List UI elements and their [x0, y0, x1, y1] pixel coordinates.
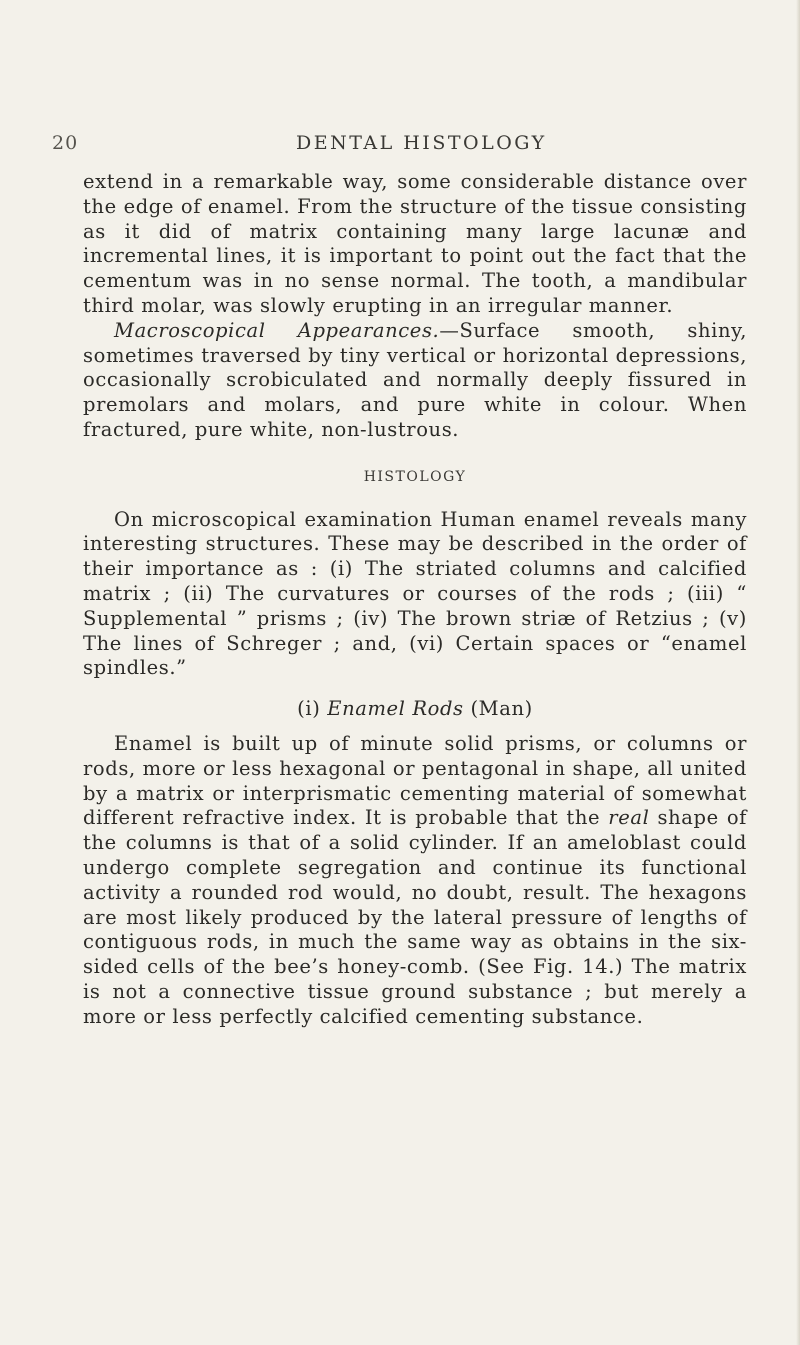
macroscopical-text: —Surface smooth, shiny, sometimes traversed by tiny vertical or horizontal depressions, occasionally scrobiculated and normally deeply fissured in premolars and molars, and pure white in colour. When fractured, pure white, non-lustrous.	[83, 318, 747, 441]
paragraph-cementum: extend in a remarkable way, some considerable distance over the edge of enamel. From the structure of the tissue consisting as it did of matrix containing many large lacunæ and incremental lines, it is important to point out the fact that the cementum was in no sense normal. The tooth, a mandibular third molar, was slowly erupting in an irregular manner.	[83, 170, 747, 317]
paragraph-microscopical: On microscopical examination Human enamel reveals many interesting structures. These may be described in the order of their importance as : (i) The striated columns and calcified matrix ; (ii) The curvatures or courses of the rods ; (iii) “ Supplemental ” prisms ; (iv) The brown striæ of Retzius ; (v) The lines of Schreger ; and, (vi) Certain spaces or “enamel spindles.”	[83, 507, 747, 680]
enamel-rods-text-1: Enamel is built up of minute solid prisms, or columns or rods, more or less hexagonal or pentagonal in shape, all united by a matrix or interprismatic cementing material of somewhat different refractive index. It is probable that the	[83, 731, 747, 830]
subheading-qualifier: (Man)	[470, 697, 533, 721]
enamel-rods-emphasis: real	[608, 806, 650, 830]
macroscopical-title: Macroscopical Appearances.	[114, 318, 440, 342]
subheading-title: Enamel Rods	[327, 697, 464, 721]
subheading-number: (i)	[297, 697, 321, 721]
page-edge-shadow	[796, 0, 800, 1345]
page-header	[0, 132, 800, 162]
running-head: DENTAL HISTOLOGY	[296, 132, 547, 154]
page-number: 20	[52, 132, 79, 154]
enamel-rods-text-2: shape of the columns is that of a solid cylinder. If an ameloblast could undergo complete segregation and continue its functional activity a rounded rod would, no doubt, result. The hexagons are most likely produced by the lateral pressure of lengths of contiguous rods, in much the same way as obtains in the six-sided cells of the bee’s honey-comb. (See Fig. 14.) The matrix is not a connective tissue ground substance ; but merely a more or less perfectly calcified cementing substance.	[83, 806, 747, 1028]
paragraph-enamel-rods	[83, 732, 747, 1030]
subheading-enamel-rods	[83, 697, 747, 722]
paragraph-macroscopical	[83, 319, 747, 443]
body-text	[83, 170, 747, 1030]
section-heading-histology: HISTOLOGY	[363, 468, 467, 485]
